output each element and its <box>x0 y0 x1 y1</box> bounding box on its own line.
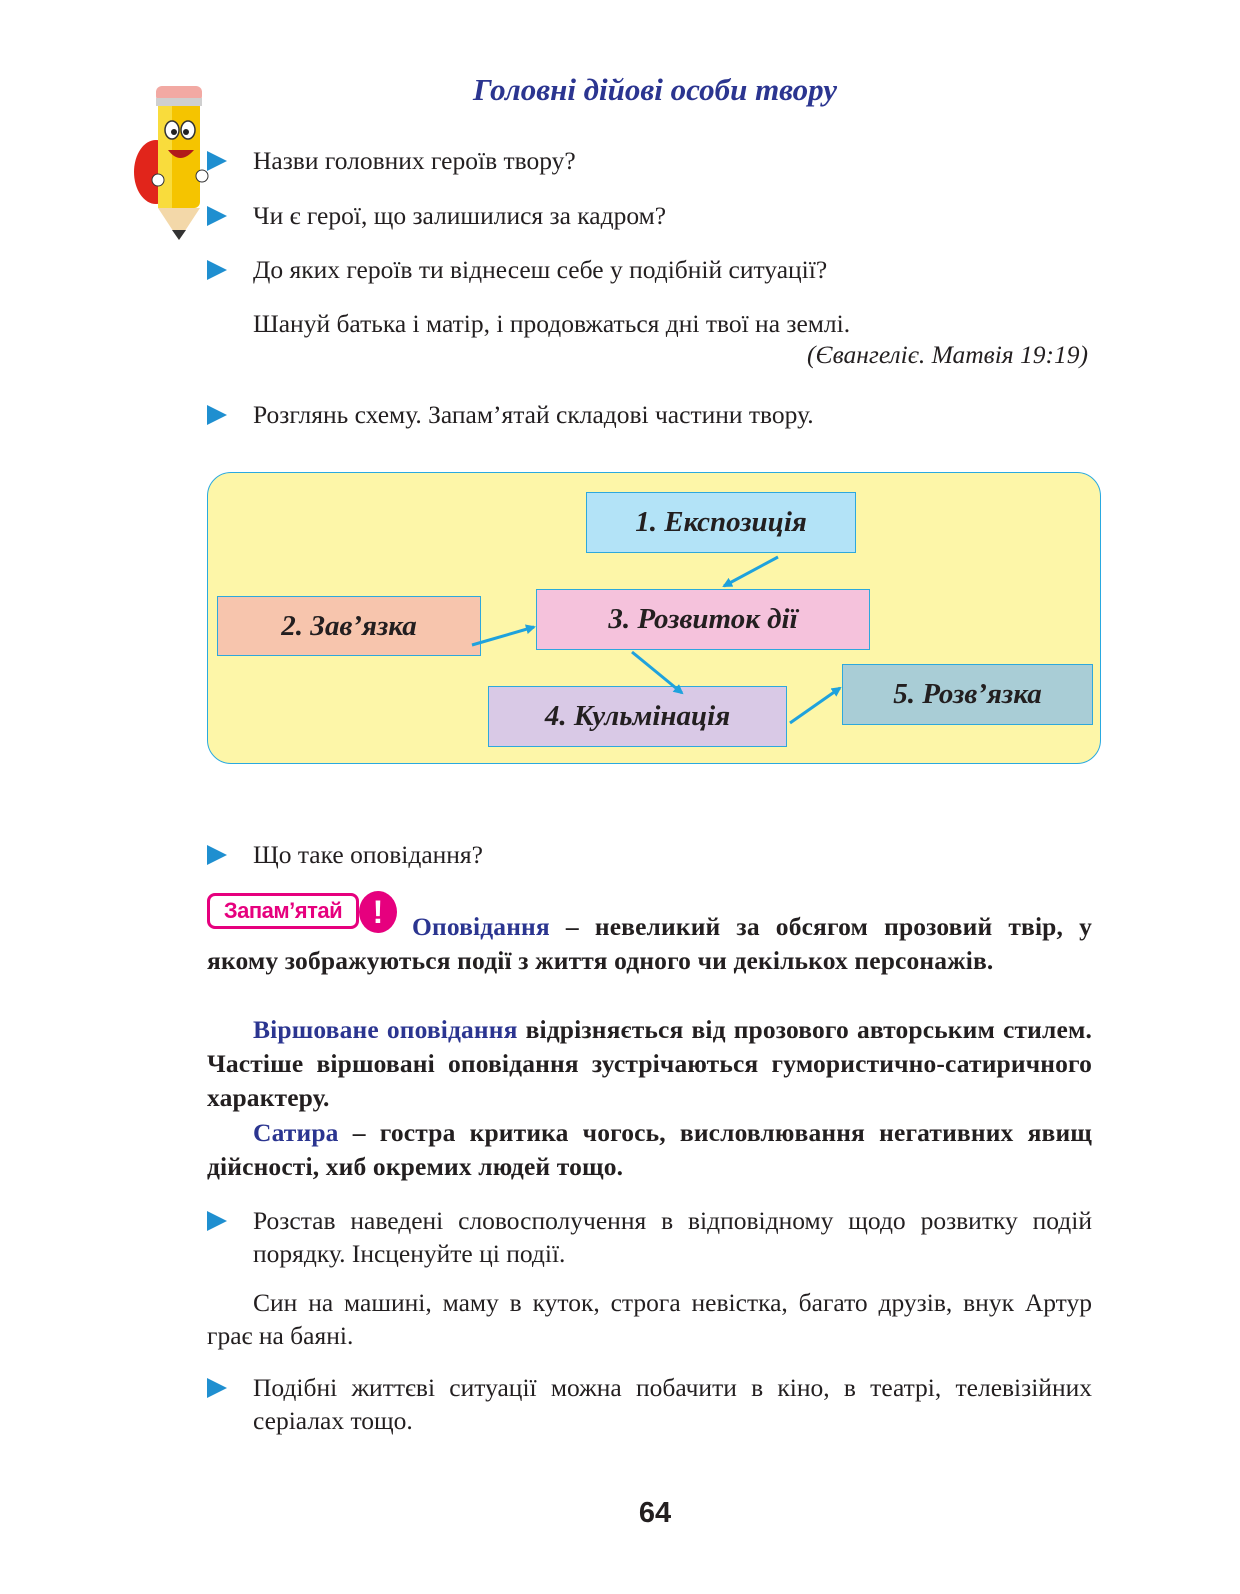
arrow-exposition-to-development <box>724 557 778 586</box>
question-item: Назви головних героїв твору? <box>207 144 1092 177</box>
page-number: 64 <box>638 1497 672 1529</box>
phrases-text: Син на машині, маму в куток, строга невістка, багато друзів, внук Артур грає на баяні. <box>207 1288 1092 1350</box>
quote-text: Шануй батька і матір, і продовжаться дні твої на землі. <box>253 309 851 338</box>
definition-verse-story: Віршоване оповідання відрізняється від прозового авторським стилем. Частіше віршовані оповідання зустрічаються гумористично-сатиричного характеру. <box>207 1015 1092 1112</box>
arrow-climax-to-resolution <box>790 688 840 723</box>
final-note: Подібні життєві ситуації можна побачити в кіно, в театрі, телевізійних серіалах тощо. <box>207 1371 1092 1437</box>
bullet-arrow-icon <box>207 845 227 865</box>
bullet-arrow-icon <box>207 1211 227 1231</box>
remember-badge-label: Запам’ятай <box>207 893 359 929</box>
arrow-development-to-climax <box>632 652 682 693</box>
arrow-inciting-to-development <box>472 627 534 645</box>
definition-satire: Сатира – гостра критика чогось, висловлювання негативних явищ дійсності, хиб окремих людей тощо. <box>207 1118 1092 1181</box>
question-item: Чи є герої, що залишилися за кадром? <box>207 199 1092 232</box>
scheme-box-exposition: 1. Експозиція <box>586 492 856 553</box>
definition-story: Оповідання – невеликий за обсягом прозовий твір, у якому зображуються події з життя одного чи декількох персонажів. <box>207 912 1092 975</box>
scheme-box-inciting: 2. Зав’язка <box>217 596 481 656</box>
scheme-box-development: 3. Розвиток дії <box>536 589 870 650</box>
page-title: Головні дійові особи твору <box>473 72 837 107</box>
bullet-arrow-icon <box>207 1378 227 1398</box>
question-item: До яких героїв ти віднесеш себе у подібній ситуації? <box>207 253 1092 286</box>
question-item: Що таке оповідання? <box>207 838 1092 871</box>
quote-source: (Євангеліє. Матвія 19:19) <box>807 340 1088 369</box>
task-order: Розстав наведені словосполучення в відповідному щодо розвитку подій порядку. Інсценуйте ці події. <box>207 1204 1092 1270</box>
exclamation-icon: ! <box>359 891 397 933</box>
scheme-box-climax: 4. Кульмінація <box>488 686 787 747</box>
scheme-task: Розглянь схему. Запам’ятай складові частини твору. <box>207 398 1092 431</box>
scheme-box-resolution: 5. Розв’язка <box>842 664 1093 725</box>
